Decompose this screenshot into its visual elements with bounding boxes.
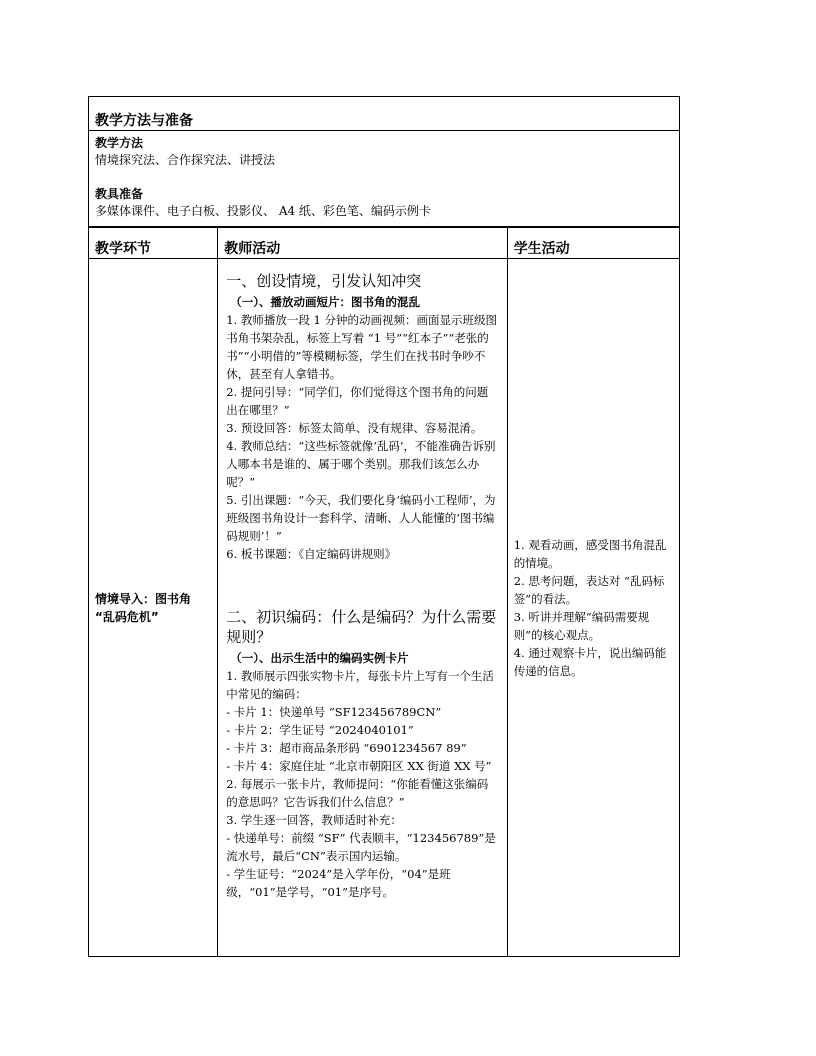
stage-line-2: “乱码危机”: [95, 609, 159, 624]
part2-item: - 快递单号：前缀 “SF” 代表顺丰，“123456789”是流水号，最后“CN”表示国内运输。: [226, 831, 496, 863]
stage-line-1: 情境导入：图书角: [95, 591, 192, 606]
part2-item: 1. 教师展示四张实物卡片，每张卡片上写有一个生活中常见的编码：: [226, 669, 494, 701]
method-prep-table: [88, 96, 680, 227]
part2-item: - 卡片 1：快递单号 “SF123456789CN”: [226, 705, 442, 719]
student-item: 4. 通过观察卡片，说出编码能传递的信息。: [513, 645, 667, 678]
part2-title: 二、初识编码：什么是编码？为什么需要规则？: [226, 608, 497, 646]
header-student: 学生活动: [507, 228, 679, 259]
part2-item: - 卡片 3：超市商品条形码 “6901234567 89”: [226, 741, 467, 755]
part1-title: 一、创设情境，引发认知冲突: [226, 272, 422, 290]
student-item: 3. 听讲并理解“编码需要规则”的核心观点。: [513, 609, 650, 642]
lesson-plan-page: [88, 96, 680, 957]
student-item: 1. 观看动画，感受图书角混乱的情境。: [513, 537, 667, 570]
part1-item: 2. 提问引导：“同学们，你们觉得这个图书角的问题出在哪里？”: [226, 385, 489, 417]
header-stage: 教学环节: [89, 228, 218, 259]
part2-item: - 卡片 2：学生证号 “2024040101”: [226, 723, 414, 737]
part2-item: 2. 每展示一张卡片，教师提问：“你能看懂这张编码的意思吗？它告诉我们什么信息？”: [226, 777, 489, 809]
part2-item: - 卡片 4：家庭住址 “北京市朝阳区 XX 街道 XX 号”: [226, 759, 492, 773]
header-teacher: 教师活动: [218, 228, 507, 259]
student-cell: [507, 259, 679, 957]
part2-subtitle: （一）、出示生活中的编码实例卡片: [230, 651, 409, 665]
methods-text: 情境探究法、合作探究法、讲授法: [95, 153, 276, 167]
stage-cell: [89, 259, 218, 957]
part1-item: 3. 预设回答：标签太简单、没有规律、容易混淆。: [226, 421, 483, 435]
prep-cell: [89, 131, 680, 227]
student-item: 2. 思考问题，表达对 “乱码标签”的看法。: [513, 573, 665, 606]
teacher-cell: [218, 259, 507, 957]
part1-item: 5. 引出课题：“今天，我们要化身‘编码小工程师’，为班级图书角设计一套科学、清晰、人人能懂的‘图书编码规则’！”: [226, 493, 496, 543]
part1-item: 6. 板书课题：《自定编码讲规则》: [226, 547, 397, 561]
part1-item: 4. 教师总结：“这些标签就像‘乱码’，不能准确告诉别人哪本书是谁的、属于哪个类别。那我们该怎么办呢？”: [226, 439, 496, 489]
part2-item: - 学生证号：“2024”是入学年份，“04”是班级，“01”是学号，“01”是序号。: [226, 867, 451, 899]
methods-label: 教学方法: [95, 136, 144, 150]
activity-table: [88, 227, 680, 957]
part1-subtitle: （一）、播放动画短片：图书角的混乱: [230, 295, 420, 309]
tools-text: 多媒体课件、电子白板、投影仪、 A4 纸、彩色笔、编码示例卡: [95, 204, 431, 218]
section-title: 教学方法与准备: [89, 97, 680, 131]
tools-label: 教具准备: [95, 187, 144, 201]
part2-item: 3. 学生逐一回答，教师适时补充：: [226, 813, 402, 827]
part1-item: 1. 教师播放一段 1 分钟的动画视频：画面显示班级图书角书架杂乱，标签上写着 “1 号”“红本子”“老张的书”“小明借的”等模糊标签，学生们在找书时争吵不休，甚至有人拿错书。: [226, 313, 497, 381]
